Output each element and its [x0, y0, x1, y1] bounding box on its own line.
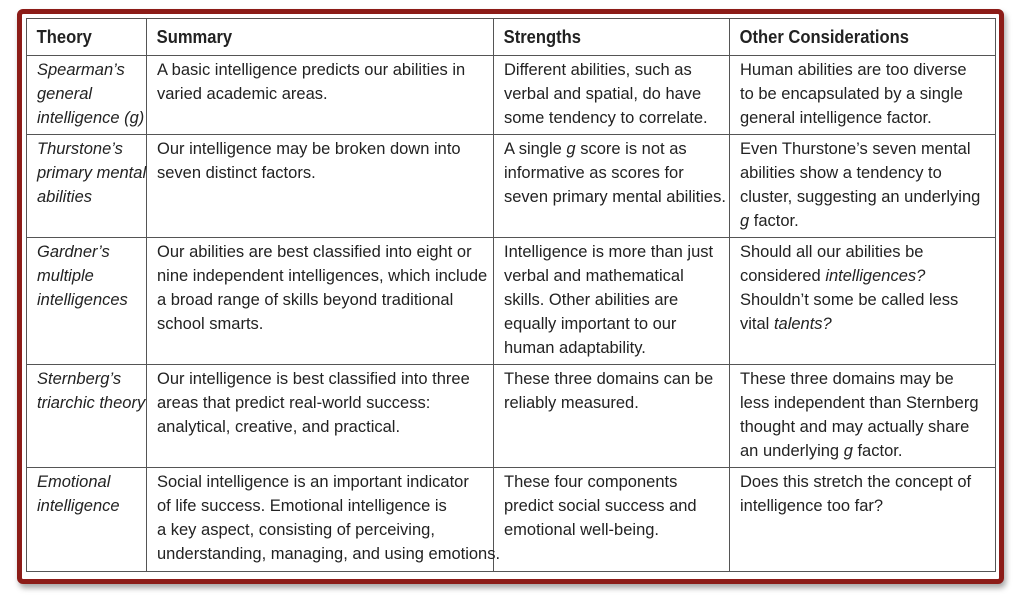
cell-theory: [27, 365, 147, 468]
cell-line: predict social success and: [504, 497, 697, 515]
cell-line: understanding, managing, and using emotions.: [157, 545, 501, 563]
cell-line: Emotional: [37, 473, 111, 491]
cell-line: Human abilities are too diverse: [740, 61, 967, 79]
table-row: [27, 238, 996, 365]
cell-strengths: [494, 468, 730, 572]
cell-summary: [147, 135, 494, 238]
cell-considerations: [730, 135, 996, 238]
cell-line: Our intelligence is best classified into three: [157, 370, 470, 388]
cell-line: intelligences: [37, 291, 128, 309]
cell-line: a broad range of skills beyond traditional: [157, 291, 454, 309]
cell-line: thought and may actually share: [740, 418, 970, 436]
cell-line: areas that predict real-world success:: [157, 394, 431, 412]
cell-line: a key aspect, consisting of perceiving,: [157, 521, 435, 539]
cell-strengths: [494, 56, 730, 135]
cell-line: Spearman’s: [37, 61, 125, 79]
header-theory: Theory: [27, 19, 137, 56]
cell-line: intelligence (g): [37, 109, 145, 127]
cell-line: Shouldn’t some be called less: [740, 291, 959, 309]
cell-line: Our intelligence may be broken down into: [157, 140, 461, 158]
cell-line: analytical, creative, and practical.: [157, 418, 401, 436]
cell-summary: [147, 56, 494, 135]
cell-line: These four components: [504, 473, 678, 491]
cell-line: to be encapsulated by a single: [740, 85, 963, 103]
cell-line: Intelligence is more than just: [504, 243, 714, 261]
cell-line: some tendency to correlate.: [504, 109, 708, 127]
cell-line: Gardner’s: [37, 243, 110, 261]
cell-strengths: [494, 365, 730, 468]
cell-line: Thurstone’s: [37, 140, 123, 158]
table-row: [27, 365, 996, 468]
cell-line: Sternberg’s: [37, 370, 122, 388]
cell-line: A single g score is not as: [504, 140, 687, 158]
table-frame: [17, 9, 1004, 584]
cell-line: triarchic theory: [37, 394, 146, 412]
cell-line: varied academic areas.: [157, 85, 328, 103]
cell-considerations: [730, 238, 996, 365]
cell-line: skills. Other abilities are: [504, 291, 679, 309]
cell-theory: [27, 468, 147, 572]
cell-line: Our abilities are best classified into eight or: [157, 243, 472, 261]
cell-theory: [27, 238, 147, 365]
table-row: [27, 56, 996, 135]
cell-line: Does this stretch the concept of: [740, 473, 972, 491]
cell-theory: [27, 56, 147, 135]
cell-considerations: [730, 365, 996, 468]
cell-line: These three domains may be: [740, 370, 954, 388]
cell-considerations: [730, 56, 996, 135]
cell-line: vital talents?: [740, 315, 832, 333]
cell-line: school smarts.: [157, 315, 264, 333]
table-row: [27, 468, 996, 572]
cell-summary: [147, 468, 501, 572]
cell-theory: [27, 135, 147, 238]
header-strengths: Strengths: [494, 19, 711, 56]
cell-line: seven primary mental abilities.: [504, 188, 726, 206]
cell-line: Different abilities, such as: [504, 61, 692, 79]
intelligence-theories-table: [26, 18, 996, 572]
cell-line: multiple: [37, 267, 94, 285]
cell-line: less independent than Sternberg: [740, 394, 979, 412]
cell-line: human adaptability.: [504, 339, 646, 357]
cell-line: intelligence too far?: [740, 497, 884, 515]
cell-line: general: [37, 85, 93, 103]
header-summary: Summary: [147, 19, 466, 56]
cell-considerations: [730, 468, 996, 572]
cell-strengths: [494, 135, 730, 238]
table-row: [27, 135, 996, 238]
cell-line: primary mental: [37, 164, 147, 182]
cell-line: g factor.: [740, 212, 799, 230]
cell-line: A basic intelligence predicts our abilities in: [157, 61, 466, 79]
cell-line: intelligence: [37, 497, 120, 515]
cell-line: Should all our abilities be: [740, 243, 924, 261]
cell-line: reliably measured.: [504, 394, 639, 412]
cell-line: considered intelligences?: [740, 267, 926, 285]
header-row: [27, 19, 996, 56]
cell-line: seven distinct factors.: [157, 164, 316, 182]
cell-line: abilities: [37, 188, 93, 206]
cell-line: abilities show a tendency to: [740, 164, 942, 182]
cell-strengths: [494, 238, 730, 365]
cell-line: emotional well-being.: [504, 521, 660, 539]
cell-line: nine independent intelligences, which include: [157, 267, 488, 285]
cell-summary: [147, 238, 494, 365]
cell-line: These three domains can be: [504, 370, 714, 388]
cell-line: Social intelligence is an important indicator: [157, 473, 469, 491]
cell-line: general intelligence factor.: [740, 109, 932, 127]
cell-line: of life success. Emotional intelligence is: [157, 497, 447, 515]
cell-line: Even Thurstone’s seven mental: [740, 140, 971, 158]
cell-line: informative as scores for: [504, 164, 684, 182]
header-other-considerations: Other Considerations: [730, 19, 975, 56]
cell-line: verbal and spatial, do have: [504, 85, 702, 103]
cell-line: cluster, suggesting an underlying: [740, 188, 981, 206]
cell-line: an underlying g factor.: [740, 442, 903, 460]
cell-summary: [147, 365, 494, 468]
cell-line: equally important to our: [504, 315, 677, 333]
cell-line: verbal and mathematical: [504, 267, 684, 285]
